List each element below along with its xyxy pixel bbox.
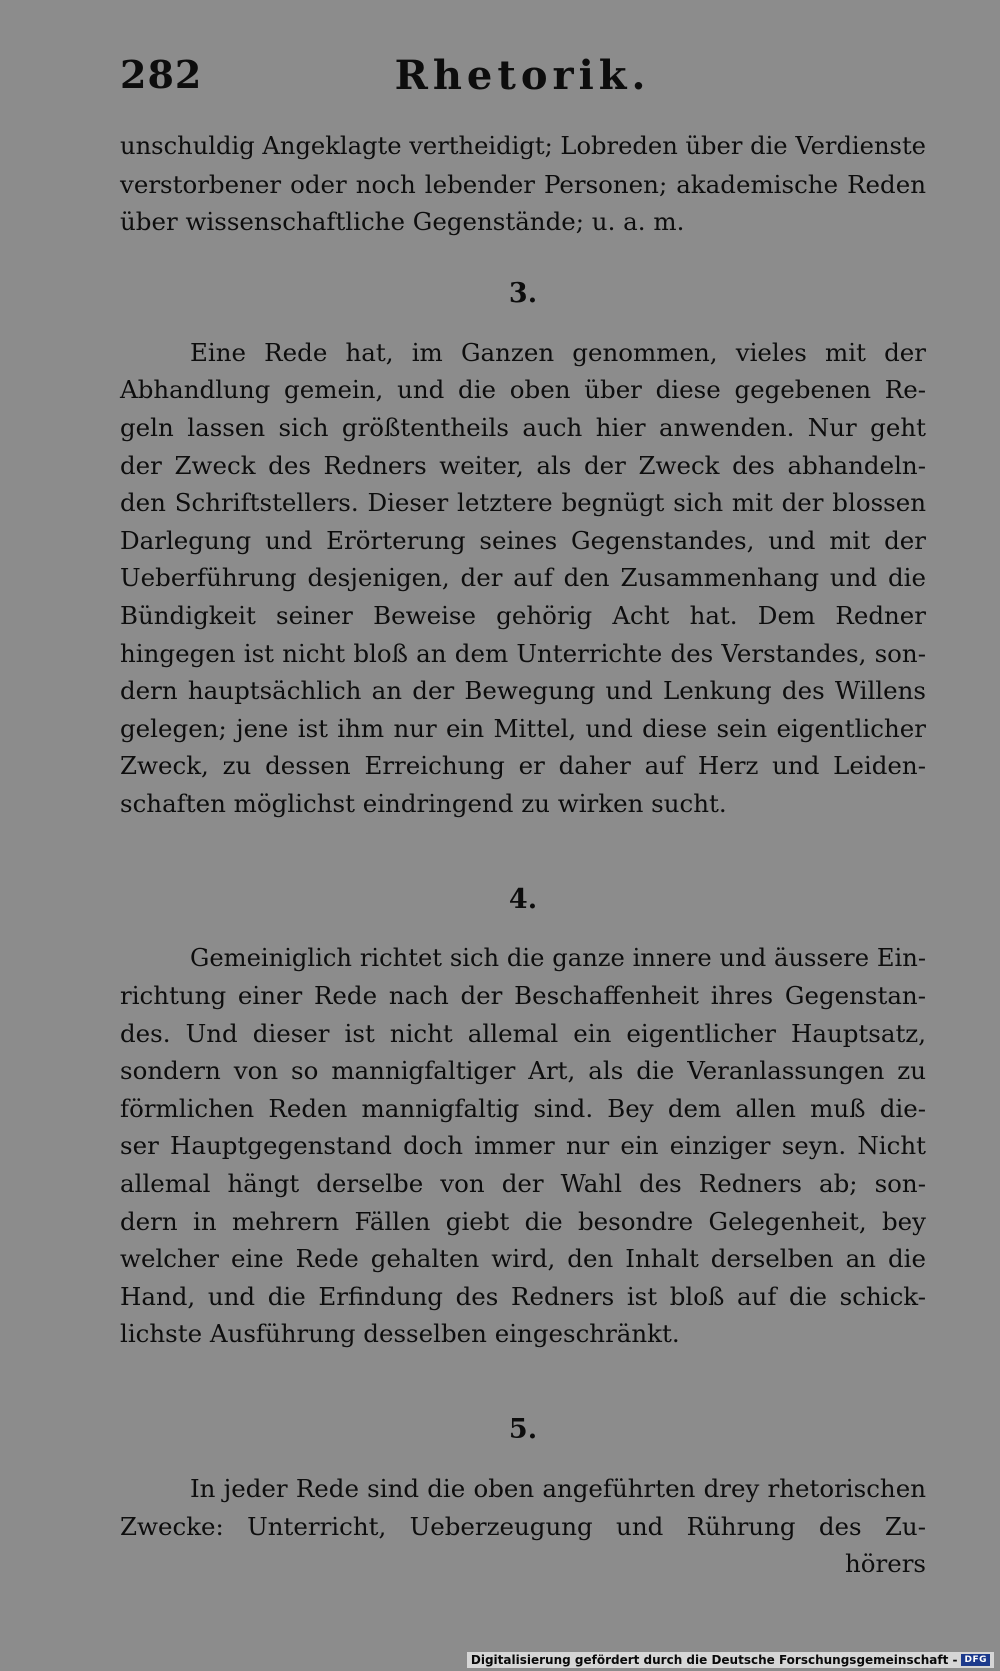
text-line: Gemeiniglich richtet sich die ganze innere und äussere Ein- bbox=[190, 943, 926, 972]
page-header bbox=[120, 52, 925, 112]
text-line: gelegen; jene ist ihm nur ein Mittel, und diese sein eigentlicher bbox=[120, 713, 926, 743]
text-line: Eine Rede hat, im Ganzen genommen, vieles mit der bbox=[190, 337, 926, 367]
text-line: dern hauptsächlich an der Bewegung und Lenkung des Willens bbox=[120, 676, 926, 706]
text-line: sondern von so mannigfaltiger Art, als die Veranlassungen zu bbox=[120, 1056, 926, 1086]
text-line: In jeder Rede sind die oben angeführten drey rhetorischen bbox=[190, 1474, 926, 1504]
text-line: Bündigkeit seiner Beweise gehörig Acht hat. Dem Redner bbox=[120, 600, 926, 630]
text-line: geln lassen sich größtentheils auch hier anwenden. Nur geht bbox=[120, 412, 926, 442]
text-line: verstorbener oder noch lebender Personen; akademische Reden bbox=[120, 169, 926, 199]
text-line: der Zweck des Redners weiter, als der Zweck des abhandeln- bbox=[120, 450, 926, 480]
catchword: hörers bbox=[844, 1549, 926, 1579]
text-line: lichste Ausführung desselben eingeschränkt. bbox=[120, 1319, 680, 1349]
text-line: förmlichen Reden mannigfaltig sind. Bey dem allen muß die- bbox=[120, 1093, 926, 1123]
text-line: unschuldig Angeklagte vertheidigt; Lobreden über die Verdienste bbox=[120, 132, 926, 160]
text-line: Zweck, zu dessen Erreichung er daher auf Herz und Leiden- bbox=[120, 751, 926, 781]
text-line: über wissenschaftliche Gegenstände; u. a. m. bbox=[120, 207, 685, 237]
text-line: Darlegung und Erörterung seines Gegenstandes, und mit der bbox=[120, 525, 926, 555]
text-line: Hand, und die Erfindung des Redners ist bloß auf die schick- bbox=[120, 1281, 926, 1311]
running-head: Rhetorik. bbox=[394, 52, 651, 99]
credit-text: Digitalisierung gefördert durch die Deutsche Forschungsgemeinschaft - bbox=[470, 1653, 958, 1667]
text-line: welcher eine Rede gehalten wird, den Inhalt derselben an die bbox=[120, 1244, 926, 1274]
page-number: 282 bbox=[120, 52, 203, 97]
text-line: den Schriftstellers. Dieser letztere begnügt sich mit der blossen bbox=[120, 488, 926, 518]
text-line: dern in mehrern Fällen giebt die besondre Gelegenheit, bey bbox=[120, 1206, 926, 1236]
section-number-3: 3. bbox=[508, 277, 538, 309]
dfg-logo: DFG bbox=[961, 1654, 990, 1666]
paragraph-continued bbox=[120, 128, 926, 241]
text-line: richtung einer Rede nach der Beschaffenheit ihres Gegenstan- bbox=[120, 981, 926, 1011]
section-number-4: 4. bbox=[508, 883, 538, 915]
section-number-5: 5. bbox=[508, 1414, 538, 1446]
body-text bbox=[120, 128, 926, 1583]
text-line: ser Hauptgegenstand doch immer nur ein einziger seyn. Nicht bbox=[120, 1131, 926, 1161]
section-4-paragraph bbox=[120, 940, 926, 1354]
section-5-paragraph bbox=[120, 1470, 926, 1583]
text-line: hingegen ist nicht bloß an dem Unterrichte des Verstandes, son- bbox=[120, 638, 926, 668]
text-line: des. Und dieser ist nicht allemal ein eigentlicher Hauptsatz, bbox=[120, 1018, 926, 1048]
section-3-paragraph bbox=[120, 334, 926, 823]
text-line: allemal hängt derselbe von der Wahl des Redners ab; son- bbox=[120, 1169, 926, 1199]
text-line: Ueberführung desjenigen, der auf den Zusammenhang und die bbox=[120, 563, 926, 593]
text-line: Abhandlung gemein, und die oben über diese gegebenen Re- bbox=[120, 375, 926, 405]
digitization-credit bbox=[467, 1652, 994, 1668]
text-line: Zwecke: Unterricht, Ueberzeugung und Rührung des Zu- bbox=[120, 1511, 926, 1541]
text-line: schaften möglichst eindringend zu wirken sucht. bbox=[120, 788, 727, 818]
